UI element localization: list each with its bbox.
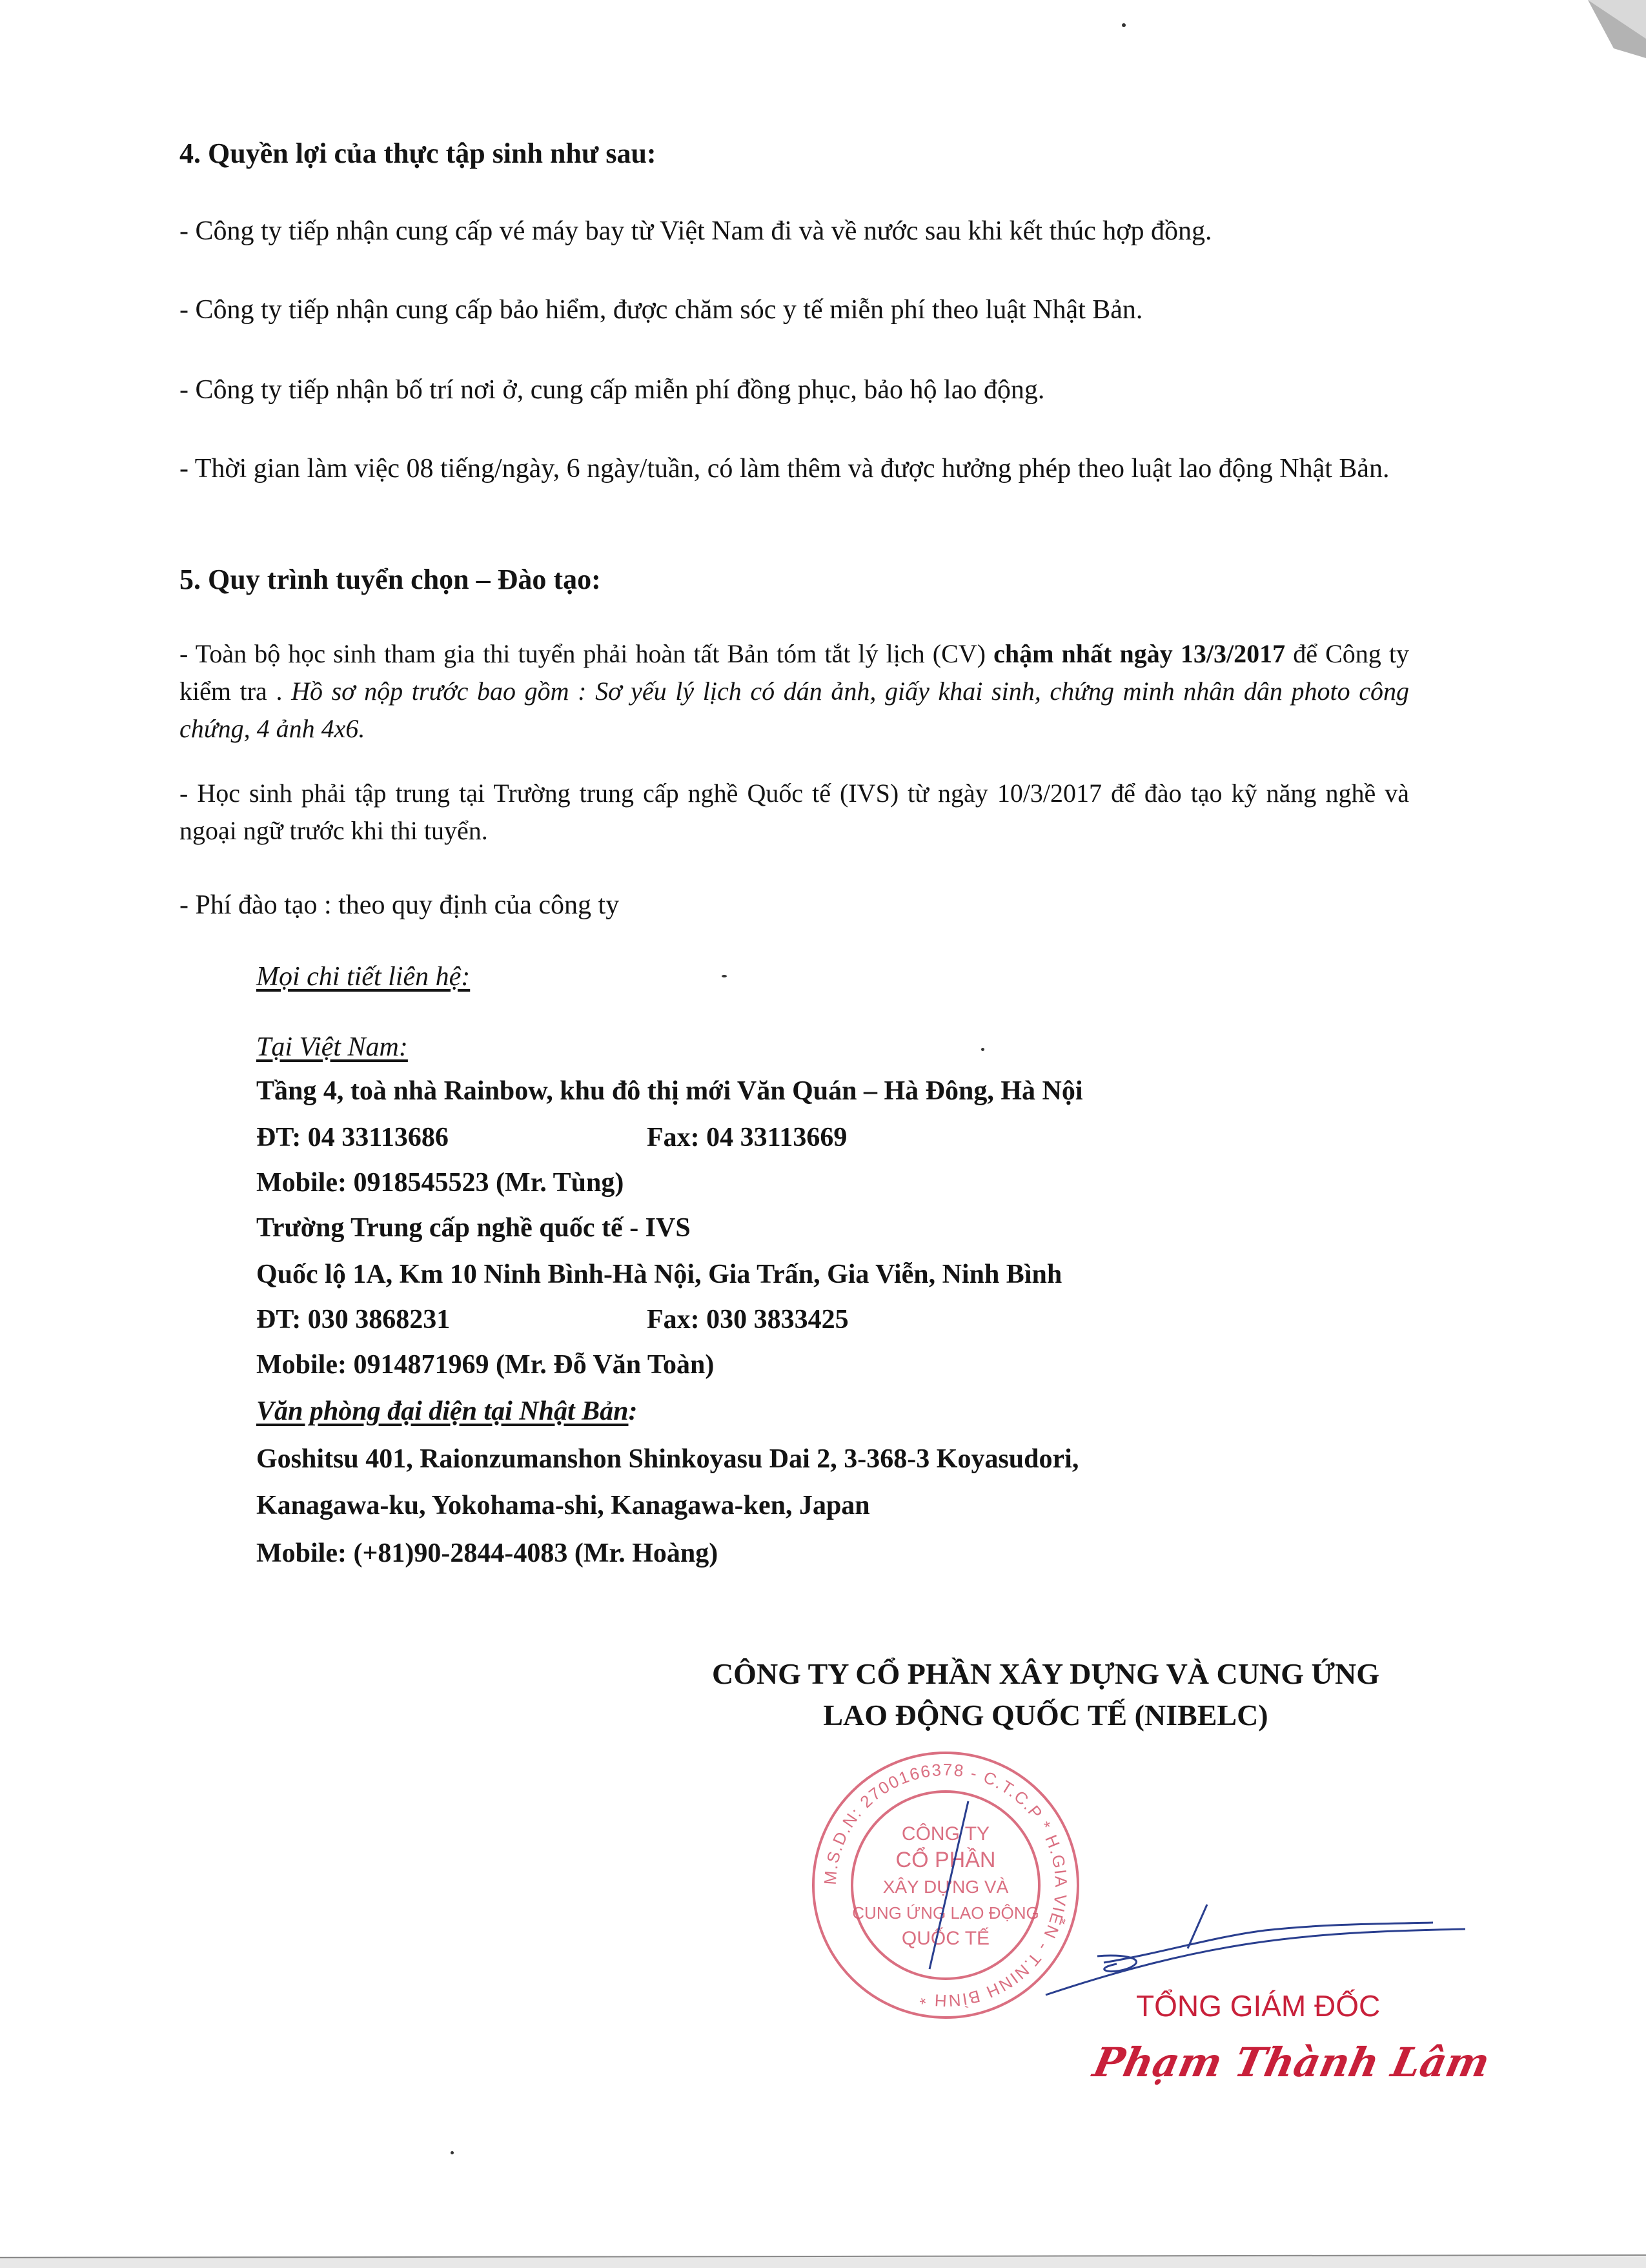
scan-speck bbox=[981, 1048, 984, 1051]
school-phone: ĐT: 030 3868231 bbox=[256, 1305, 451, 1334]
svg-text:CÔNG TY: CÔNG TY bbox=[901, 1823, 990, 1844]
signature bbox=[1020, 1892, 1472, 2001]
svg-text:M.S.D.N: 2700166378 - C.T.C.P: M.S.D.N: 2700166378 - C.T.C.P * H.GIA VIỄN - T.NINH BÌNH * bbox=[820, 1759, 1072, 2011]
svg-text:QUỐC TẾ: QUỐC TẾ bbox=[901, 1928, 990, 1949]
section-4-heading: 4. Quyền lợi của thực tập sinh như sau: bbox=[179, 138, 656, 169]
school-name: Trường Trung cấp nghề quốc tế - IVS bbox=[256, 1213, 691, 1243]
vn-phone: ĐT: 04 33113686 bbox=[256, 1123, 449, 1152]
vn-mobile: Mobile: 0918545523 (Mr. Tùng) bbox=[256, 1168, 624, 1198]
benefit-item: - Công ty tiếp nhận cung cấp bảo hiểm, được chăm sóc y tế miễn phí theo luật Nhật Bản. bbox=[179, 295, 1143, 325]
svg-text:XÂY DỰNG VÀ: XÂY DỰNG VÀ bbox=[882, 1877, 1009, 1897]
scan-speck bbox=[722, 975, 727, 977]
svg-text:CỔ PHẦN: CỔ PHẦN bbox=[895, 1848, 996, 1872]
japan-address-line-1: Goshitsu 401, Raionzumanshon Shinkoyasu Dai 2, 3-368-3 Koyasudori, bbox=[256, 1444, 1079, 1474]
scan-speck bbox=[1122, 23, 1126, 27]
section-5-heading: 5. Quy trình tuyển chọn – Đào tạo: bbox=[179, 564, 601, 595]
selection-text-mid: để Công ty kiểm tra . bbox=[179, 639, 1410, 706]
vn-fax: Fax: 04 33113669 bbox=[647, 1123, 848, 1152]
required-documents: Hồ sơ nộp trước bao gồm : Sơ yếu lý lịch có dán ảnh, giấy khai sinh, chứng minh nhân dân photo công chứng, 4 ảnh 4x6. bbox=[179, 677, 1409, 743]
school-mobile: Mobile: 0914871969 (Mr. Đỗ Văn Toàn) bbox=[256, 1350, 715, 1380]
japan-label-colon: : bbox=[628, 1396, 638, 1426]
benefit-item: - Công ty tiếp nhận bố trí nơi ở, cung cấp miễn phí đồng phục, bảo hộ lao động. bbox=[179, 375, 1045, 405]
japan-label-text: Văn phòng đại diện tại Nhật Bản bbox=[256, 1396, 629, 1426]
selection-paragraph bbox=[179, 635, 1409, 748]
japan-address-line-2: Kanagawa-ku, Yokohama-shi, Kanagawa-ken, Japan bbox=[256, 1491, 870, 1520]
svg-text:CUNG ỨNG LAO ĐỘNG: CUNG ỨNG LAO ĐỘNG bbox=[852, 1903, 1039, 1923]
director-name: Phạm Thành Lâm bbox=[1089, 2039, 1494, 2086]
training-fee: - Phí đào tạo : theo quy định của công ty bbox=[179, 890, 620, 920]
school-fax: Fax: 030 3833425 bbox=[647, 1305, 849, 1334]
contact-heading: Mọi chi tiết liên hệ: bbox=[256, 962, 471, 992]
deadline-text: chậm nhất ngày 13/3/2017 bbox=[993, 639, 1286, 668]
director-title: TỔNG GIÁM ĐỐC bbox=[1136, 1989, 1381, 2023]
company-name-line-2: LAO ĐỘNG QUỐC TẾ (NIBELC) bbox=[823, 1699, 1268, 1732]
company-name-line-1: CÔNG TY CỔ PHẦN XÂY DỰNG VÀ CUNG ỨNG bbox=[711, 1657, 1380, 1690]
benefit-item: - Công ty tiếp nhận cung cấp vé máy bay từ Việt Nam đi và về nước sau khi kết thúc hợp đồng. bbox=[179, 216, 1212, 246]
japan-mobile: Mobile: (+81)90-2844-4083 (Mr. Hoàng) bbox=[256, 1538, 718, 1568]
scan-corner-fold bbox=[1588, 0, 1646, 58]
benefit-item: - Thời gian làm việc 08 tiếng/ngày, 6 ngày/tuần, có làm thêm và được hưởng phép theo luật lao động Nhật Bản. bbox=[179, 454, 1390, 484]
school-address: Quốc lộ 1A, Km 10 Ninh Bình-Hà Nội, Gia Trấn, Gia Viễn, Ninh Bình bbox=[256, 1260, 1062, 1289]
vietnam-label: Tại Việt Nam: bbox=[256, 1032, 408, 1062]
scan-speck bbox=[451, 2151, 454, 2154]
selection-text: - Toàn bộ học sinh tham gia thi tuyển phải hoàn tất Bản tóm tắt lý lịch (CV) bbox=[179, 639, 994, 668]
training-paragraph: - Học sinh phải tập trung tại Trường trung cấp nghề Quốc tế (IVS) từ ngày 10/3/2017 để đào tạo kỹ năng nghề và ngoại ngữ trước khi thi tuyển. bbox=[179, 779, 1409, 845]
vn-address: Tầng 4, toà nhà Rainbow, khu đô thị mới Văn Quán – Hà Đông, Hà Nội bbox=[256, 1076, 1083, 1106]
scan-bottom-edge bbox=[0, 2242, 1646, 2268]
japan-office-label bbox=[256, 1395, 638, 1429]
